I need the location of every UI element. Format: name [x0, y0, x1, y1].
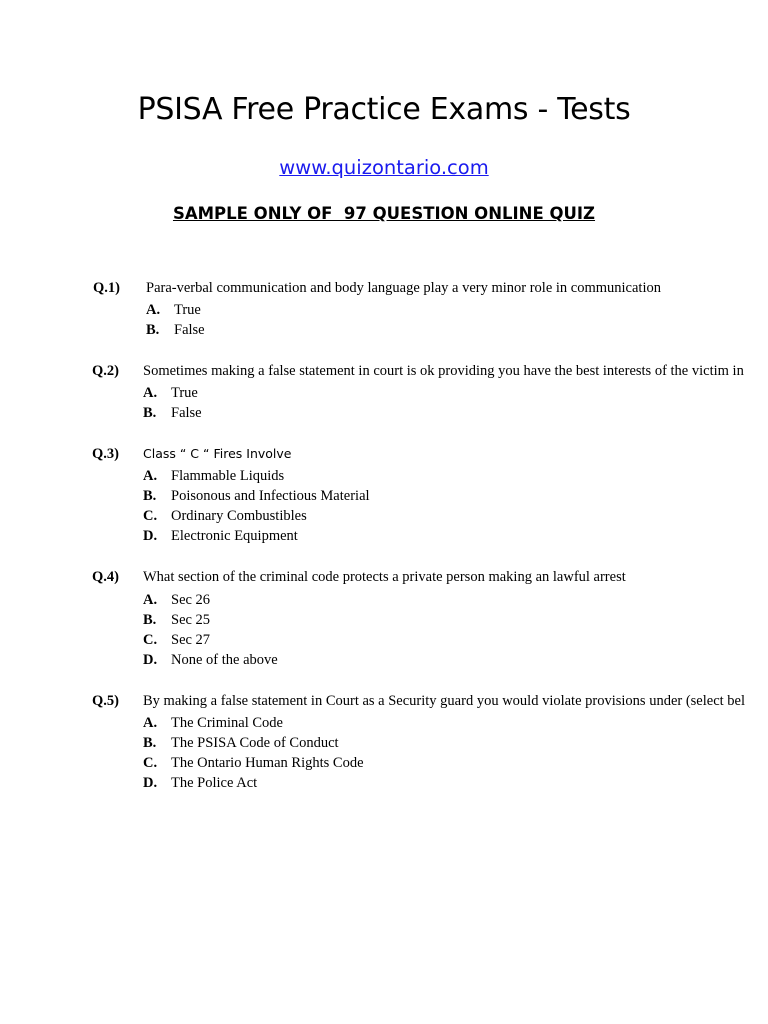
- option-text: The Ontario Human Rights Code: [171, 755, 364, 771]
- website-link[interactable]: www.quizontario.com: [279, 156, 489, 179]
- answer-option[interactable]: [143, 526, 298, 546]
- answer-option[interactable]: [143, 486, 370, 506]
- option-letter: A.: [143, 592, 158, 608]
- answer-option[interactable]: [143, 733, 339, 753]
- answer-option[interactable]: [143, 773, 257, 793]
- answer-option[interactable]: [143, 610, 210, 630]
- website-link-row: [0, 154, 768, 182]
- option-letter: A.: [146, 302, 161, 318]
- option-letter: D.: [143, 528, 158, 544]
- question-text: By making a false statement in Court as a Security guard you would violate provisions under (select bel: [143, 693, 746, 709]
- option-text: Sec 27: [171, 632, 211, 648]
- option-text: The Criminal Code: [171, 715, 283, 731]
- option-letter: D.: [143, 652, 158, 668]
- option-text: False: [171, 405, 202, 421]
- option-text: Ordinary Combustibles: [171, 508, 307, 524]
- option-letter: B.: [143, 735, 157, 751]
- option-text: Electronic Equipment: [171, 528, 298, 544]
- option-text: None of the above: [171, 652, 278, 668]
- option-letter: C.: [143, 632, 158, 648]
- option-text: Flammable Liquids: [171, 468, 285, 484]
- option-text: The Police Act: [171, 775, 258, 791]
- question-number: Q.5): [92, 693, 119, 709]
- question-text: Class “ C “ Fires Involve: [143, 446, 292, 461]
- page-title: PSISA Free Practice Exams - Tests: [137, 92, 631, 127]
- option-letter: A.: [143, 715, 158, 731]
- option-text: Poisonous and Infectious Material: [171, 488, 370, 504]
- question-number: Q.1): [93, 280, 120, 296]
- option-text: False: [174, 322, 205, 338]
- option-letter: D.: [143, 775, 158, 791]
- answer-option[interactable]: [143, 753, 364, 773]
- option-letter: A.: [143, 468, 158, 484]
- answer-option[interactable]: [143, 466, 284, 486]
- option-letter: A.: [143, 385, 158, 401]
- answer-option[interactable]: [143, 506, 307, 526]
- answer-option[interactable]: [143, 383, 198, 403]
- option-letter: B.: [143, 612, 157, 628]
- question-text: Sometimes making a false statement in court is ok providing you have the best interests of the victim in: [143, 363, 744, 379]
- answer-option[interactable]: [143, 630, 210, 650]
- question-number: Q.3): [92, 446, 119, 462]
- option-text: True: [171, 385, 198, 401]
- quiz-subtitle: SAMPLE ONLY OF 97 QUESTION ONLINE QUIZ: [172, 204, 596, 223]
- answer-option[interactable]: [143, 403, 202, 423]
- option-letter: B.: [143, 488, 157, 504]
- option-letter: C.: [143, 755, 158, 771]
- answer-option[interactable]: [143, 713, 283, 733]
- answer-option[interactable]: [146, 320, 205, 340]
- question-number: Q.4): [92, 569, 119, 585]
- answer-option[interactable]: [146, 300, 201, 320]
- option-text: True: [174, 302, 201, 318]
- option-text: Sec 25: [171, 612, 211, 628]
- option-letter: C.: [143, 508, 158, 524]
- option-text: The PSISA Code of Conduct: [171, 735, 339, 751]
- option-letter: B.: [143, 405, 157, 421]
- question-text: Para-verbal communication and body language play a very minor role in communication: [146, 280, 661, 296]
- answer-option[interactable]: [143, 650, 278, 670]
- answer-option[interactable]: [143, 590, 210, 610]
- option-letter: B.: [146, 322, 160, 338]
- question-number: Q.2): [92, 363, 119, 379]
- question-text: What section of the criminal code protects a private person making an lawful arrest: [143, 569, 626, 585]
- option-text: Sec 26: [171, 592, 211, 608]
